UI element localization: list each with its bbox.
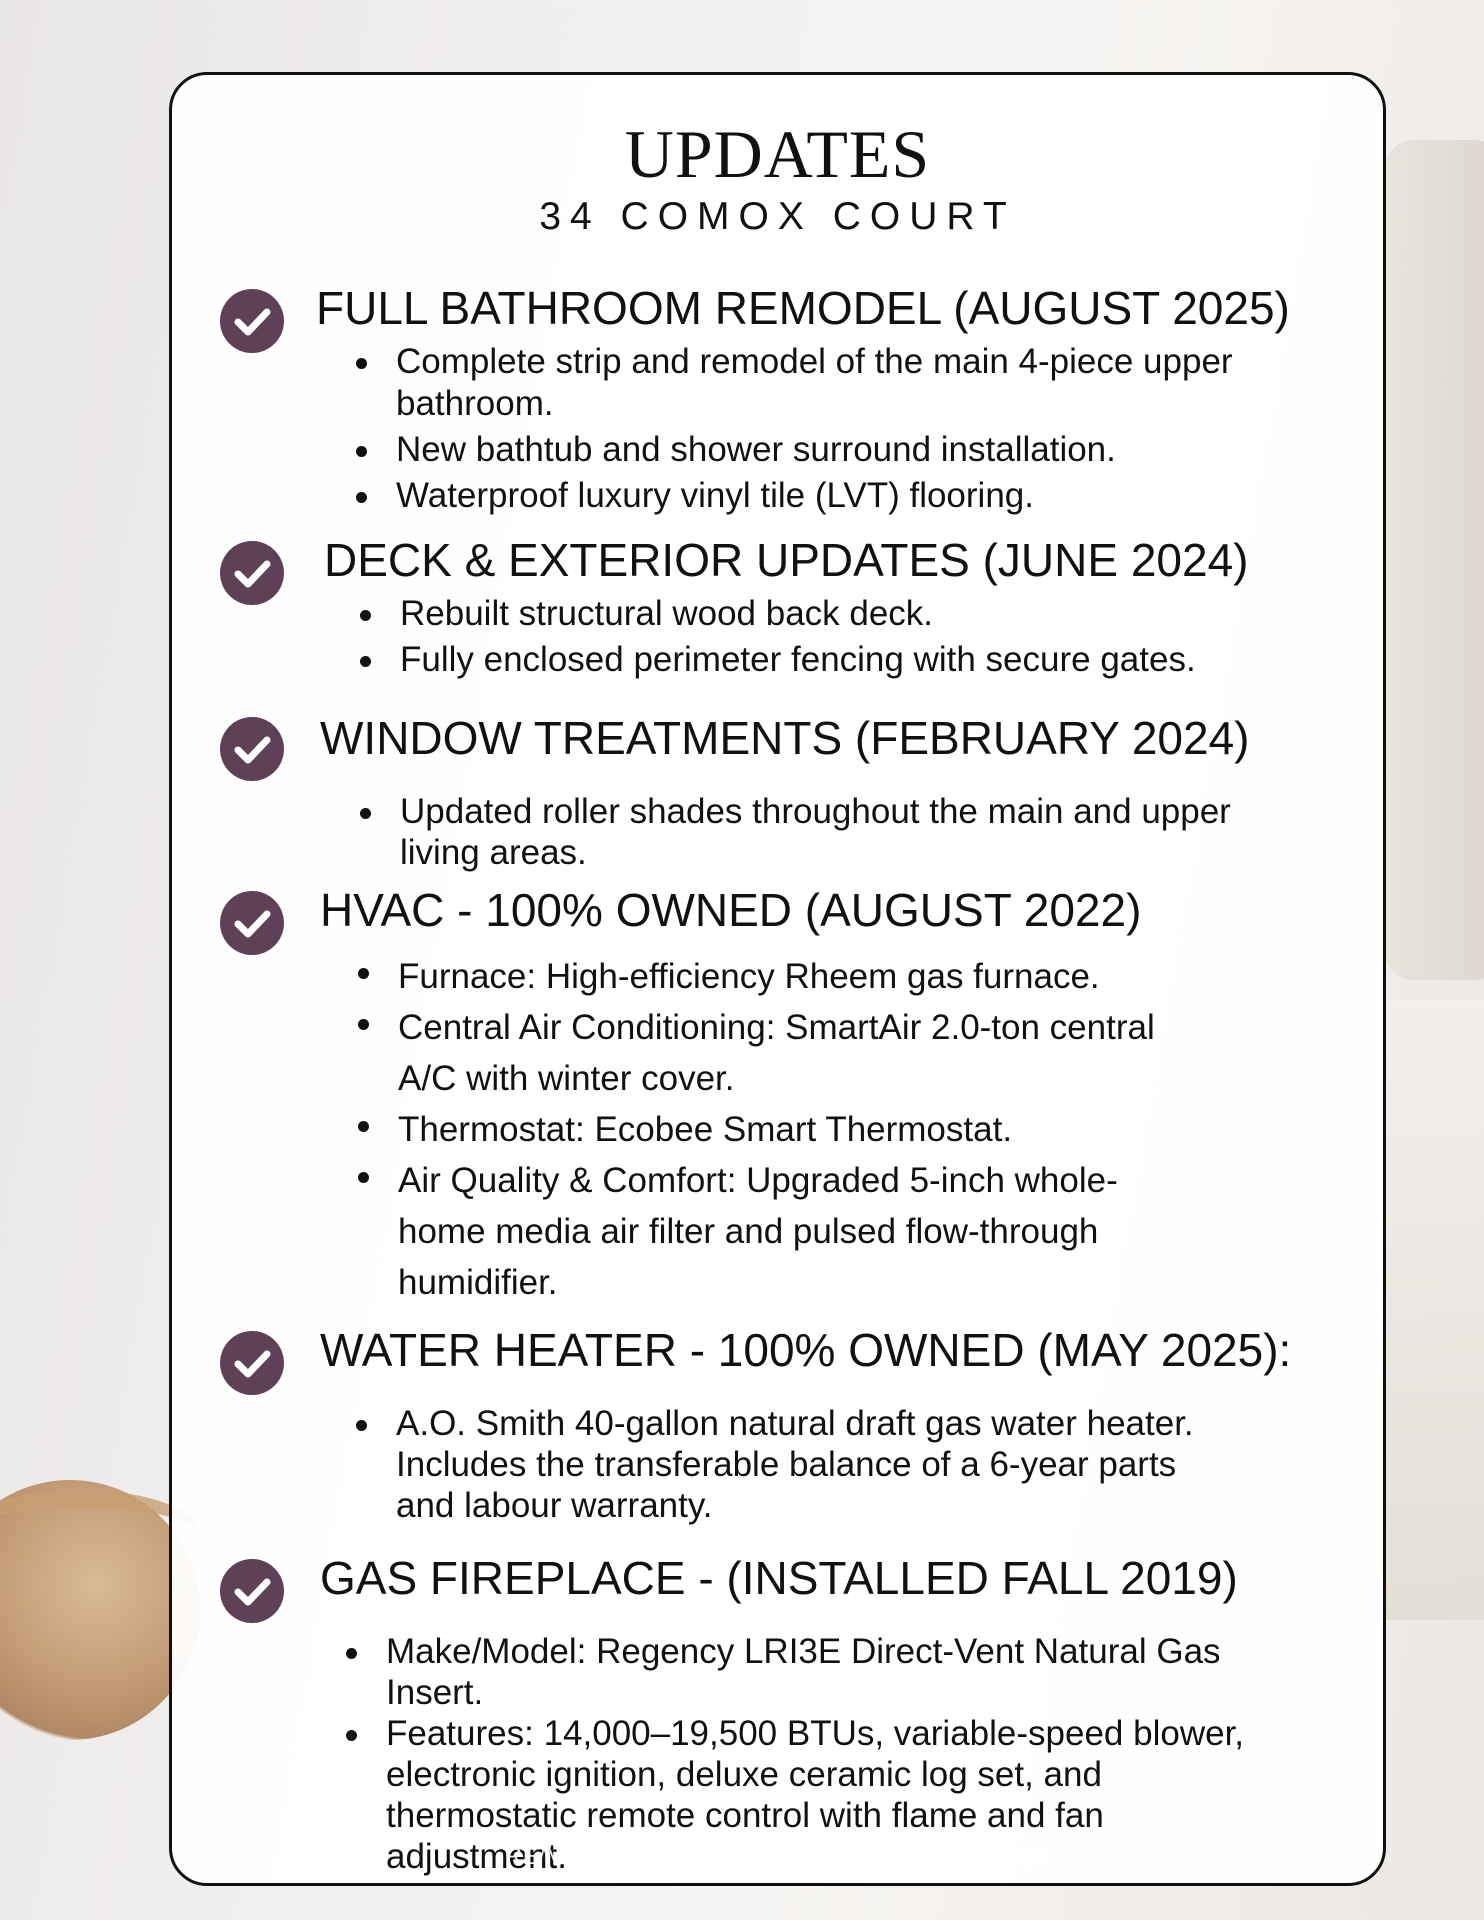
list-item: Updated roller shades throughout the main and upper living areas. xyxy=(360,791,1253,873)
list-item: Make/Model: Regency LRI3E Direct-Vent Natural Gas Insert. xyxy=(346,1631,1253,1713)
bullet-list xyxy=(346,1631,1253,1877)
list-item: A.O. Smith 40-gallon natural draft gas water heater. Includes the transferable balance of a 6-year parts and labour warranty. xyxy=(356,1403,1203,1526)
property-address: 34 COMOX COURT xyxy=(539,195,1016,238)
list-item: Rebuilt structural wood back deck. xyxy=(360,593,1333,635)
list-item: New bathtub and shower surround installation. xyxy=(356,429,1333,471)
section-title: GAS FIREPLACE - (INSTALLED FALL 2019) xyxy=(320,1552,1238,1604)
bullet-list xyxy=(358,951,1193,1308)
section-title: DECK & EXTERIOR UPDATES (JUNE 2024) xyxy=(324,534,1249,586)
check-circle-icon xyxy=(220,541,284,605)
section-title: WINDOW TREATMENTS (FEBRUARY 2024) xyxy=(320,712,1250,764)
bullet-list xyxy=(356,1403,1203,1526)
bullet-list xyxy=(360,791,1253,873)
brokerage-watermark: RE/MAX ESSENTIAL POWER REALTY, Brokerage xyxy=(505,1843,1050,1869)
bullet-list xyxy=(356,341,1333,517)
check-circle-icon xyxy=(220,289,284,353)
list-item: Complete strip and remodel of the main 4-piece upper bathroom. xyxy=(356,341,1333,425)
check-circle-icon xyxy=(220,891,284,955)
updates-card xyxy=(169,72,1386,1886)
check-circle-icon xyxy=(220,1331,284,1395)
section-title: WATER HEATER - 100% OWNED (MAY 2025): xyxy=(320,1324,1292,1376)
list-item: Thermostat: Ecobee Smart Thermostat. xyxy=(358,1104,1193,1155)
list-item: Waterproof luxury vinyl tile (LVT) flooring. xyxy=(356,475,1333,517)
list-item: Features: 14,000–19,500 BTUs, variable-speed blower, electronic ignition, deluxe ceramic log set, and thermostatic remote control with flame and fan adjustment. xyxy=(346,1713,1253,1877)
bullet-list xyxy=(360,593,1333,681)
section-title: HVAC - 100% OWNED (AUGUST 2022) xyxy=(320,884,1142,936)
list-item: Furnace: High-efficiency Rheem gas furnace. xyxy=(358,951,1193,1002)
page-title: UPDATES xyxy=(624,116,931,192)
check-circle-icon xyxy=(220,717,284,781)
check-circle-icon xyxy=(220,1559,284,1623)
section-title: FULL BATHROOM REMODEL (AUGUST 2025) xyxy=(316,282,1290,334)
background-headboard xyxy=(1384,140,1484,980)
list-item: Air Quality & Comfort: Upgraded 5-inch whole-home media air filter and pulsed flow-through humidifier. xyxy=(358,1155,1193,1308)
list-item: Fully enclosed perimeter fencing with secure gates. xyxy=(360,639,1333,681)
list-item: Central Air Conditioning: SmartAir 2.0-ton central A/C with winter cover. xyxy=(358,1002,1193,1104)
